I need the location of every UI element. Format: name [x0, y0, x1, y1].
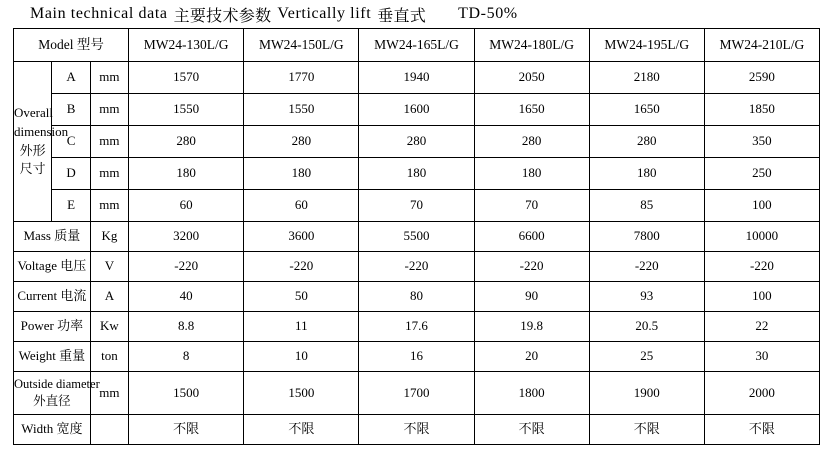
cell-mass-1: 3200 — [129, 222, 244, 252]
cell-outside-diameter-6: 2000 — [704, 372, 819, 415]
table-row — [14, 372, 820, 415]
cell-weight-1: 8 — [129, 342, 244, 372]
cell-weight-4: 20 — [474, 342, 589, 372]
cell-d-4: 180 — [474, 158, 589, 190]
cell-voltage-3: -220 — [359, 252, 474, 282]
cell-weight-2: 10 — [244, 342, 359, 372]
cell-d-3: 180 — [359, 158, 474, 190]
cell-width-4: 不限 — [474, 415, 589, 445]
dim-sub-a: A — [52, 62, 90, 94]
header-model-label: Model 型号 — [14, 29, 129, 62]
page-title — [0, 0, 833, 28]
cell-mass-2: 3600 — [244, 222, 359, 252]
row-label-weight: Weight 重量 — [14, 342, 91, 372]
cell-e-1: 60 — [129, 190, 244, 222]
overall-label-line2: dimension — [14, 123, 69, 139]
row-unit-width — [90, 415, 128, 445]
overall-label-line1: Overall — [14, 104, 53, 120]
row-label-power: Power 功率 — [14, 312, 91, 342]
table-row — [14, 126, 820, 158]
overall-label-line3: 外形尺寸 — [19, 142, 46, 177]
cell-b-6: 1850 — [704, 94, 819, 126]
cell-current-3: 80 — [359, 282, 474, 312]
cell-weight-3: 16 — [359, 342, 474, 372]
table-header-row — [14, 29, 820, 62]
cell-power-3: 17.6 — [359, 312, 474, 342]
cell-mass-5: 7800 — [589, 222, 704, 252]
row-label-current: Current 电流 — [14, 282, 91, 312]
table-row — [14, 415, 820, 445]
cell-c-1: 280 — [129, 126, 244, 158]
technical-data-table — [13, 28, 820, 445]
dim-unit-a: mm — [90, 62, 128, 94]
cell-e-4: 70 — [474, 190, 589, 222]
cell-power-4: 19.8 — [474, 312, 589, 342]
header-model-4: MW24-180L/G — [474, 29, 589, 62]
cell-width-5: 不限 — [589, 415, 704, 445]
cell-voltage-2: -220 — [244, 252, 359, 282]
row-unit-current: A — [90, 282, 128, 312]
cell-e-2: 60 — [244, 190, 359, 222]
table-row — [14, 158, 820, 190]
cell-b-4: 1650 — [474, 94, 589, 126]
cell-outside-diameter-1: 1500 — [129, 372, 244, 415]
cell-voltage-6: -220 — [704, 252, 819, 282]
cell-voltage-5: -220 — [589, 252, 704, 282]
cell-d-5: 180 — [589, 158, 704, 190]
dim-sub-d: D — [52, 158, 90, 190]
cell-weight-5: 25 — [589, 342, 704, 372]
cell-width-3: 不限 — [359, 415, 474, 445]
cell-current-2: 50 — [244, 282, 359, 312]
header-model-1: MW24-130L/G — [129, 29, 244, 62]
cell-b-1: 1550 — [129, 94, 244, 126]
cell-b-5: 1650 — [589, 94, 704, 126]
row-label-voltage: Voltage 电压 — [14, 252, 91, 282]
cell-current-5: 93 — [589, 282, 704, 312]
cell-a-4: 2050 — [474, 62, 589, 94]
title-code: TD-50% — [458, 5, 518, 22]
cell-width-6: 不限 — [704, 415, 819, 445]
table-row — [14, 62, 820, 94]
cell-c-6: 350 — [704, 126, 819, 158]
outside-diameter-en: Outside diameter — [14, 377, 100, 392]
title-main-en: Main technical data — [30, 5, 168, 22]
header-model-5: MW24-195L/G — [589, 29, 704, 62]
cell-b-2: 1550 — [244, 94, 359, 126]
row-label-mass: Mass 质量 — [14, 222, 91, 252]
cell-e-6: 100 — [704, 190, 819, 222]
cell-width-1: 不限 — [129, 415, 244, 445]
table-row — [14, 222, 820, 252]
cell-current-4: 90 — [474, 282, 589, 312]
cell-a-2: 1770 — [244, 62, 359, 94]
dim-sub-b: B — [52, 94, 90, 126]
header-model-2: MW24-150L/G — [244, 29, 359, 62]
cell-c-2: 280 — [244, 126, 359, 158]
row-unit-power: Kw — [90, 312, 128, 342]
cell-outside-diameter-4: 1800 — [474, 372, 589, 415]
cell-mass-4: 6600 — [474, 222, 589, 252]
cell-power-6: 22 — [704, 312, 819, 342]
cell-e-3: 70 — [359, 190, 474, 222]
cell-d-6: 250 — [704, 158, 819, 190]
row-label-width: Width 宽度 — [14, 415, 91, 445]
cell-b-3: 1600 — [359, 94, 474, 126]
cell-c-3: 280 — [359, 126, 474, 158]
cell-c-4: 280 — [474, 126, 589, 158]
row-unit-mass: Kg — [90, 222, 128, 252]
cell-voltage-1: -220 — [129, 252, 244, 282]
dim-unit-d: mm — [90, 158, 128, 190]
cell-voltage-4: -220 — [474, 252, 589, 282]
cell-outside-diameter-2: 1500 — [244, 372, 359, 415]
table-row — [14, 312, 820, 342]
cell-mass-3: 5500 — [359, 222, 474, 252]
dim-unit-e: mm — [90, 190, 128, 222]
cell-power-1: 8.8 — [129, 312, 244, 342]
row-unit-outside-diameter: mm — [90, 372, 128, 415]
cell-current-6: 100 — [704, 282, 819, 312]
cell-a-3: 1940 — [359, 62, 474, 94]
cell-d-1: 180 — [129, 158, 244, 190]
table-row — [14, 342, 820, 372]
cell-weight-6: 30 — [704, 342, 819, 372]
title-type-zh: 垂直式 — [377, 7, 427, 25]
cell-e-5: 85 — [589, 190, 704, 222]
title-main-zh: 主要技术参数 — [173, 7, 272, 25]
header-model-6: MW24-210L/G — [704, 29, 819, 62]
row-label-outside-diameter — [14, 372, 100, 415]
cell-mass-6: 10000 — [704, 222, 819, 252]
cell-outside-diameter-5: 1900 — [589, 372, 704, 415]
cell-power-2: 11 — [244, 312, 359, 342]
header-model-3: MW24-165L/G — [359, 29, 474, 62]
table-row — [14, 190, 820, 222]
cell-power-5: 20.5 — [589, 312, 704, 342]
table-row — [14, 252, 820, 282]
title-type-en: Vertically lift — [277, 5, 372, 22]
cell-d-2: 180 — [244, 158, 359, 190]
dim-unit-c: mm — [90, 126, 128, 158]
table-row — [14, 282, 820, 312]
cell-a-5: 2180 — [589, 62, 704, 94]
cell-c-5: 280 — [589, 126, 704, 158]
dim-unit-b: mm — [90, 94, 128, 126]
cell-current-1: 40 — [129, 282, 244, 312]
overall-dimension-label — [14, 62, 69, 222]
dim-sub-e: E — [52, 190, 90, 222]
table-row — [14, 94, 820, 126]
cell-a-1: 1570 — [129, 62, 244, 94]
cell-a-6: 2590 — [704, 62, 819, 94]
cell-width-2: 不限 — [244, 415, 359, 445]
cell-outside-diameter-3: 1700 — [359, 372, 474, 415]
row-unit-voltage: V — [90, 252, 128, 282]
outside-diameter-zh: 外直径 — [33, 394, 71, 408]
row-unit-weight: ton — [90, 342, 128, 372]
dim-sub-c: C — [52, 126, 90, 158]
